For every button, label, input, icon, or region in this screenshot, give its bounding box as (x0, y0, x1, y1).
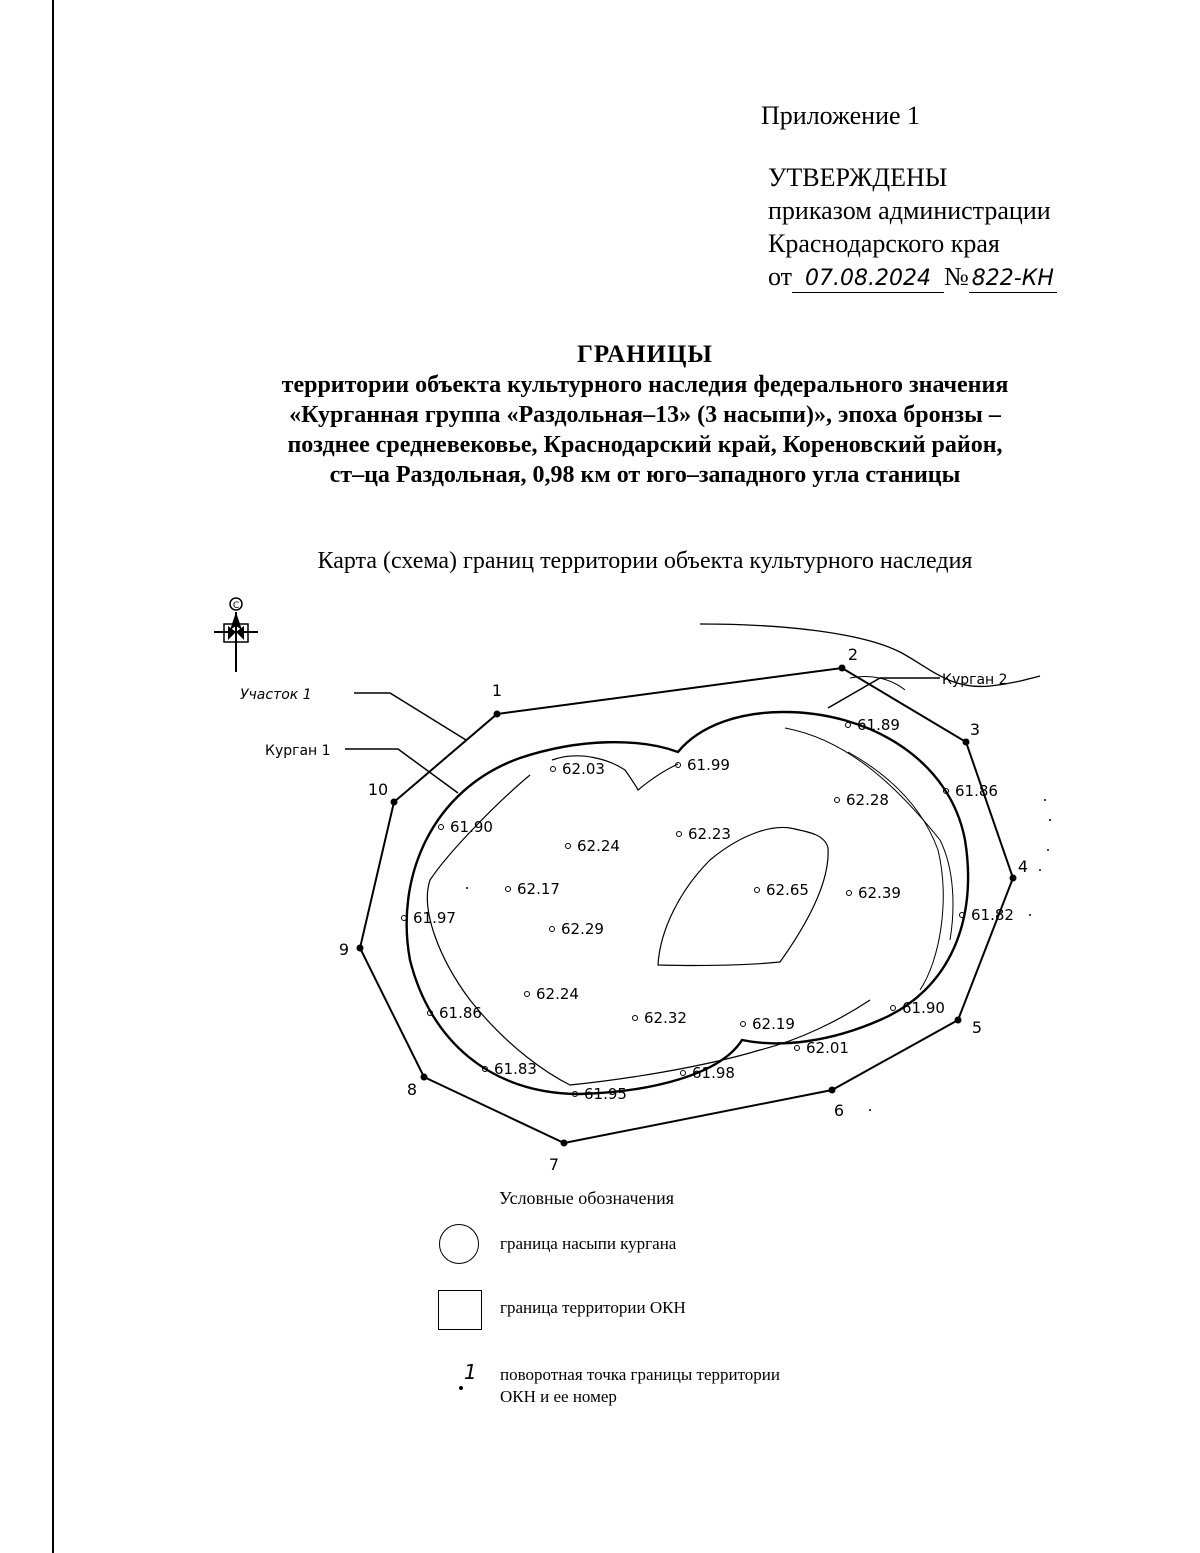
elevation-point (633, 1016, 638, 1021)
north-arrow-icon (214, 598, 258, 672)
boundary-point-8 (421, 1074, 428, 1081)
heading-line-2: «Курганная группа «Раздольная–13» (3 насыпи)», эпоха бронзы – (289, 402, 1001, 428)
heading-line-3: позднее средневековье, Краснодарский край, Кореновский район, (287, 432, 1003, 458)
elevation-point (525, 992, 530, 997)
elevation-point (550, 927, 555, 932)
boundary-point-number: 3 (969, 720, 981, 739)
elevation-label: 62.32 (644, 1009, 687, 1027)
elevation-label: 62.39 (858, 884, 901, 902)
kurgan-1-label: Курган 1 (265, 743, 331, 759)
compass-letter: С (232, 601, 240, 611)
from-prefix: от (768, 262, 793, 291)
turn-point-legend-line-2: ОКН и ее номер (500, 1387, 617, 1406)
elevation-point (551, 767, 556, 772)
elevation-label: 62.19 (752, 1015, 795, 1033)
elevation-label: 61.86 (955, 782, 998, 800)
elevation-label: 62.17 (517, 880, 560, 898)
boundary-point-5 (955, 1017, 962, 1024)
elevation-label: 62.01 (806, 1039, 849, 1057)
elevation-point (847, 891, 852, 896)
boundary-point-9 (357, 945, 364, 952)
elevation-label: 61.98 (692, 1064, 735, 1082)
handwritten-number: 822-КН (969, 266, 1057, 293)
elevation-point (506, 887, 511, 892)
elevation-point (681, 1071, 686, 1076)
elevation-label: 62.65 (766, 881, 809, 899)
mound-contours (427, 728, 953, 1085)
elevation-point (566, 844, 571, 849)
approval-region-line: Краснодарского края (768, 229, 1000, 258)
elevation-point (677, 832, 682, 837)
elevation-label: 62.03 (562, 760, 605, 778)
territory-boundary-legend-text: граница территории ОКН (500, 1298, 686, 1317)
elevation-label: 61.90 (902, 999, 945, 1017)
heading-main: ГРАНИЦЫ (577, 341, 713, 368)
elevation-marks (402, 716, 1014, 1103)
elevation-point (755, 888, 760, 893)
boundary-point-number: 2 (847, 645, 859, 664)
kurgan-2-label: Курган 2 (942, 672, 1008, 688)
elevation-label: 61.97 (413, 909, 456, 927)
elevation-point (846, 723, 851, 728)
handwritten-date: 07.08.2024 (792, 266, 944, 293)
elevation-point (891, 1006, 896, 1011)
boundary-point-number: 9 (338, 940, 350, 959)
boundary-point-number: 5 (971, 1018, 983, 1037)
elevation-label: 62.24 (536, 985, 579, 1003)
boundary-point-3 (963, 739, 970, 746)
elevation-label: 61.95 (584, 1085, 627, 1103)
territory-boundary (360, 668, 1013, 1143)
boundary-point-number: 4 (1017, 857, 1029, 876)
map-title: Карта (схема) границ территории объекта культурного наследия (317, 548, 973, 574)
elevation-point (835, 798, 840, 803)
elevation-point (795, 1046, 800, 1051)
elevation-label: 62.24 (577, 837, 620, 855)
elevation-label: 62.23 (688, 825, 731, 843)
elevation-label: 61.89 (857, 716, 900, 734)
appendix-label: Приложение 1 (761, 101, 921, 130)
number-sign: № (944, 262, 969, 291)
elevation-label: 61.90 (450, 818, 493, 836)
boundary-point-2 (839, 665, 846, 672)
turn-point-legend-line-1: поворотная точка границы территории (500, 1365, 780, 1384)
mound-boundary-legend-symbol (439, 1224, 479, 1264)
plot-label: Участок 1 (240, 687, 312, 703)
boundary-point-number: 8 (406, 1080, 418, 1099)
turn-point-legend-text (500, 1364, 780, 1408)
boundary-point-number: 7 (548, 1155, 560, 1174)
boundary-point-number: 6 (833, 1101, 845, 1120)
approved-label: УТВЕРЖДЕНЫ (768, 163, 948, 192)
boundary-point-7 (561, 1140, 568, 1147)
boundary-point-number: 1 (491, 681, 503, 700)
boundary-point-10 (391, 799, 398, 806)
elevation-label: 61.83 (494, 1060, 537, 1078)
mound-boundary-legend-text: граница насыпи кургана (500, 1234, 677, 1253)
turn-point-legend-number: 1 (464, 1360, 477, 1384)
boundary-point-4 (1010, 875, 1017, 882)
elevation-label: 61.99 (687, 756, 730, 774)
boundary-point-6 (829, 1087, 836, 1094)
elevation-label: 62.29 (561, 920, 604, 938)
elevation-label: 61.86 (439, 1004, 482, 1022)
territory-boundary-legend-symbol (438, 1290, 482, 1330)
elevation-point (741, 1022, 746, 1027)
turn-point-legend-dot (459, 1386, 463, 1390)
elevation-label: 62.28 (846, 791, 889, 809)
heading-line-1: территории объекта культурного наследия федерального значения (281, 372, 1009, 398)
boundary-point-1 (494, 711, 501, 718)
approval-order-line: приказом администрации (768, 196, 1051, 225)
boundary-point-number: 10 (367, 780, 389, 799)
elevation-point (439, 825, 444, 830)
elevation-label: 61.82 (971, 906, 1014, 924)
survey-noise-marks (466, 799, 1051, 1111)
legend-title: Условные обозначения (499, 1188, 675, 1208)
heading-line-4: ст–ца Раздольная, 0,98 км от юго–западного угла станицы (329, 462, 961, 488)
